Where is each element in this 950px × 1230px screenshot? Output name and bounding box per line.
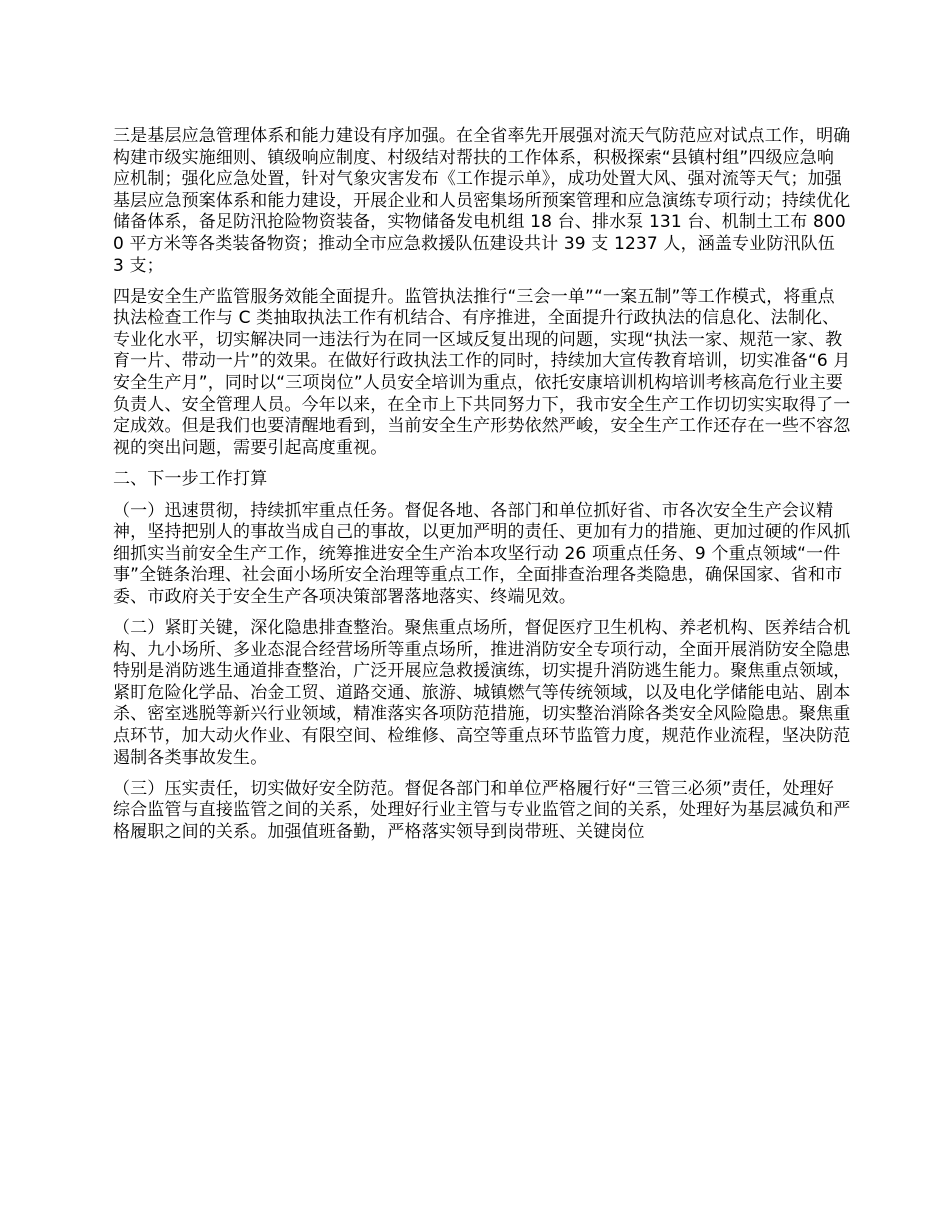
paragraph-key-tasks: （一）迅速贯彻，持续抓牢重点任务。督促各地、各部门和单位抓好省、市各次安全生产会议精神，坚持把别人的事故当成自己的事故，以更加严明的责任、更加有力的措施、更加过硬的作风抓细抓实当前安全生产工作，统筹推进安全生产治本攻坚行动 26 项重点任务、9 个重点领域“一件事”全链条治理、社会面小场所安全治理等重点工作，全面排查治理各类隐患，确保国家、省和市委、市政府关于安全生产各项决策部署落地落实、终端见效。 (113, 500, 851, 607)
section-heading-next-steps: 二、下一步工作打算 (113, 468, 268, 489)
paragraph-emergency-management: 三是基层应急管理体系和能力建设有序加强。在全省率先开展强对流天气防范应对试点工作，明确构建市级实施细则、镇级响应制度、村级结对帮扶的工作体系，积极探索“县镇村组”四级应急响应机制；强化应急处置，针对气象灾害发布《工作提示单》，成功处置大风、强对流等天气；加强基层应急预案体系和能力建设，开展企业和人员密集场所预案管理和应急演练专项行动；持续优化储备体系，备足防汛抢险物资装备，实物储备发电机组 18 台、排水泵 131 台、机制土工布 8000 平方米等各类装备物资；推动全市应急救援队伍建设共计 39 支 1237 人，涵盖专业防汛队伍 3 支； (113, 126, 851, 276)
paragraph-hazard-rectification: （二）紧盯关键，深化隐患排查整治。聚焦重点场所，督促医疗卫生机构、养老机构、医养结合机构、九小场所、多业态混合经营场所等重点场所，推进消防安全专项行动，全面开展消防安全隐患特别是消防逃生通道排查整治，广泛开展应急救援演练，切实提升消防逃生能力。聚焦重点领域，紧盯危险化学品、冶金工贸、道路交通、旅游、城镇燃气等传统领域，以及电化学储能电站、剧本杀、密室逃脱等新兴行业领域，精准落实各项防范措施，切实整治消除各类安全风险隐患。聚焦重点环节，加大动火作业、有限空间、检维修、高空等重点环节监管力度，规范作业流程，坚决防范遏制各类事故发生。 (113, 617, 851, 768)
paragraph-responsibility: （三）压实责任，切实做好安全防范。督促各部门和单位严格履行好“三管三必须”责任，处理好综合监管与直接监管之间的关系，处理好行业主管与专业监管之间的关系，处理好为基层减负和严格履职之间的关系。加强值班备勤，严格落实领导到岗带班、关键岗位 (113, 778, 851, 842)
document-body (113, 126, 851, 853)
paragraph-supervision-efficiency: 四是安全生产监管服务效能全面提升。监管执法推行“三会一单”“一案五制”等工作模式，将重点执法检查工作与 C 类抽取执法工作有机结合、有序推进，全面提升行政执法的信息化、法制化、专业化水平，切实解决同一违法行为在同一区域反复出现的问题，实现“执法一家、规范一家、教育一片、带动一片”的效果。在做好行政执法工作的同时，持续加大宣传教育培训，切实准备“6 月安全生产月”，同时以“三项岗位”人员安全培训为重点，依托安康培训机构培训考核高危行业主要负责人、安全管理人员。今年以来，在全市上下共同努力下，我市安全生产工作切切实实取得了一定成效。但是我们也要清醒地看到，当前安全生产形势依然严峻，安全生产工作还存在一些不容忽视的突出问题，需要引起高度重视。 (113, 286, 851, 458)
